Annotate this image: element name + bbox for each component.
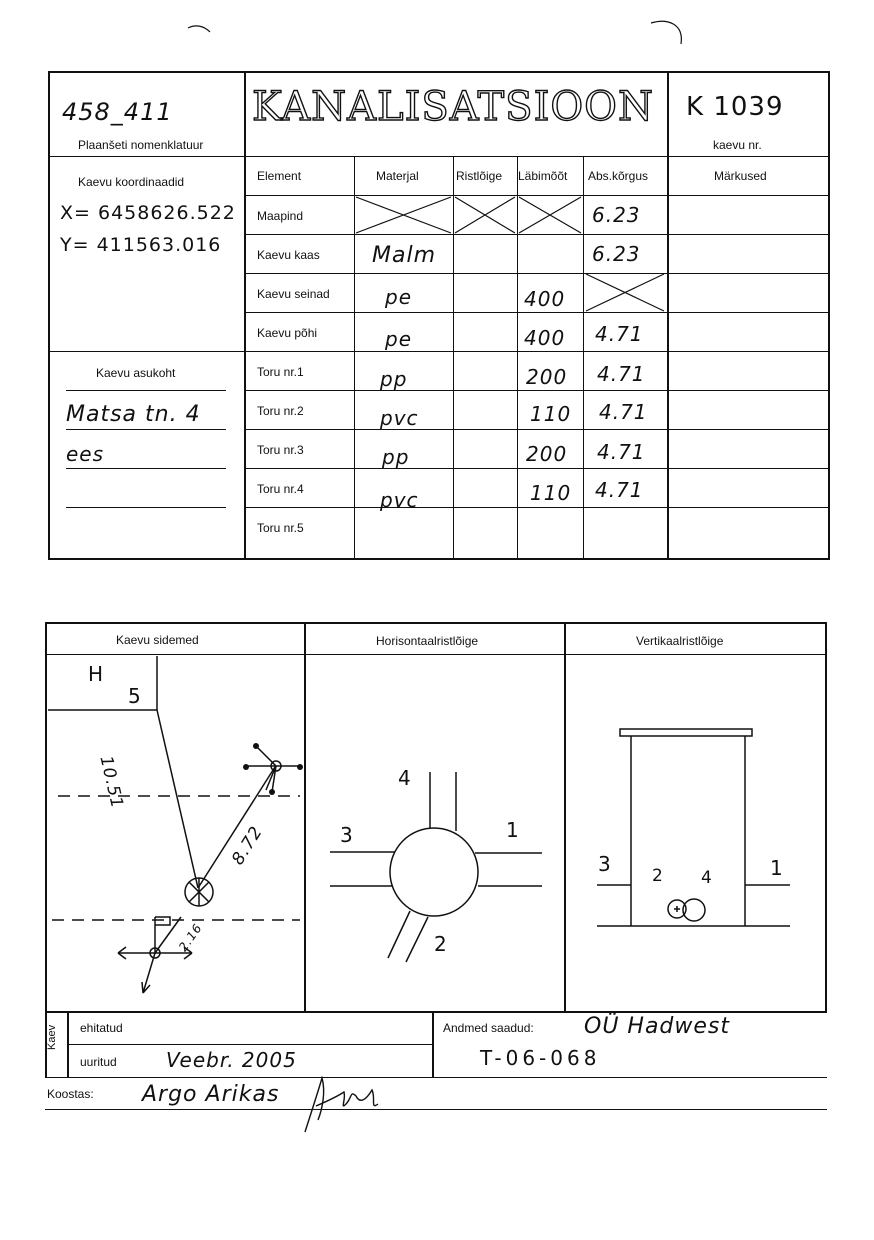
well-number-label: kaevu nr.: [713, 138, 762, 152]
pipe-3-height: 4.71: [597, 440, 646, 464]
col-header-notes: Märkused: [714, 169, 767, 183]
pipe-2-diameter: 110: [530, 402, 572, 426]
col-header-material: Materjal: [376, 169, 419, 183]
building-letter: H: [88, 662, 105, 686]
pipe-1-height: 4.71: [597, 362, 646, 386]
row-label-cover: Kaevu kaas: [257, 248, 320, 262]
col-header-height: Abs.kõrgus: [588, 169, 649, 183]
row-label-pipe-2: Toru nr.2: [257, 404, 304, 418]
compiled-value: Argo Arikas: [142, 1082, 280, 1107]
tie-distance-2: 8.72: [228, 822, 268, 869]
ties-panel-label: Kaevu sidemed: [116, 633, 199, 647]
h-pipe-3-label: 3: [340, 823, 354, 847]
ground-height: 6.23: [592, 203, 641, 227]
coordinate-x: X= 6458626.522: [60, 202, 236, 224]
surveyed-value: Veebr. 2005: [166, 1048, 297, 1072]
compiled-label: Koostas:: [47, 1087, 94, 1101]
pipe-1-material: pp: [380, 367, 408, 391]
row-label-pipe-4: Toru nr.4: [257, 482, 304, 496]
source-label: Andmed saadud:: [443, 1021, 534, 1035]
row-label-pipe-5: Toru nr.5: [257, 521, 304, 535]
location-line1: Matsa tn. 4: [66, 402, 201, 427]
source-code: T-06-068: [480, 1046, 601, 1070]
h-pipe-2-label: 2: [434, 932, 448, 956]
page-title: KANALISATSIOON: [252, 84, 654, 130]
pipe-2-height: 4.71: [599, 400, 648, 424]
h-pipe-1-label: 1: [506, 818, 520, 842]
row-label-ground: Maapind: [257, 209, 304, 223]
walls-material: pe: [385, 285, 412, 309]
col-header-element: Element: [257, 169, 302, 183]
row-label-walls: Kaevu seinad: [257, 287, 330, 301]
v-pipe-4-label: 4: [701, 868, 713, 888]
tie-distance-1: 10.51: [95, 754, 128, 811]
pipe-1-diameter: 200: [526, 365, 568, 389]
cover-height: 6.23: [592, 242, 641, 266]
pipe-3-material: pp: [382, 445, 410, 469]
coordinates-label: Kaevu koordinaadid: [78, 175, 185, 189]
col-header-diameter: Läbimõõt: [518, 169, 568, 183]
pipe-2-material: pvc: [380, 406, 419, 430]
v-pipe-3-label: 3: [598, 852, 612, 876]
bottom-material: pe: [385, 327, 412, 351]
nomenclature-label: Plaanšeti nomenklatuur: [78, 138, 204, 152]
pipe-4-diameter: 110: [530, 481, 572, 505]
building-number: 5: [128, 684, 142, 708]
location-label: Kaevu asukoht: [96, 366, 176, 380]
location-line2: ees: [66, 442, 105, 466]
nomenclature-value: 458_411: [62, 98, 173, 126]
vertical-panel-label: Vertikaalristlõige: [636, 634, 724, 648]
cover-material: Malm: [372, 243, 437, 268]
col-header-section: Ristlõige: [456, 169, 503, 183]
surveyed-label: uuritud: [80, 1055, 117, 1069]
pipe-4-height: 4.71: [595, 478, 644, 502]
pipe-4-material: pvc: [380, 488, 419, 512]
walls-diameter: 400: [524, 287, 566, 311]
v-pipe-2-label: 2: [652, 866, 664, 886]
v-pipe-1-label: 1: [770, 856, 784, 880]
source-value: OÜ Hadwest: [584, 1014, 731, 1039]
row-label-pipe-1: Toru nr.1: [257, 365, 304, 379]
bottom-height: 4.71: [595, 322, 644, 346]
pipe-3-diameter: 200: [526, 442, 568, 466]
bottom-diameter: 400: [524, 326, 566, 350]
row-label-bottom: Kaevu põhi: [257, 326, 318, 340]
built-label: ehitatud: [80, 1021, 123, 1035]
well-side-label: Kaev: [46, 1024, 58, 1050]
coordinate-y: Y= 411563.016: [60, 234, 222, 256]
row-label-pipe-3: Toru nr.3: [257, 443, 304, 457]
h-pipe-4-label: 4: [398, 766, 412, 790]
tie-distance-3: 2.16: [176, 920, 206, 955]
horizontal-panel-label: Horisontaalristlõige: [376, 634, 479, 648]
well-number-value: K 1039: [686, 92, 784, 122]
